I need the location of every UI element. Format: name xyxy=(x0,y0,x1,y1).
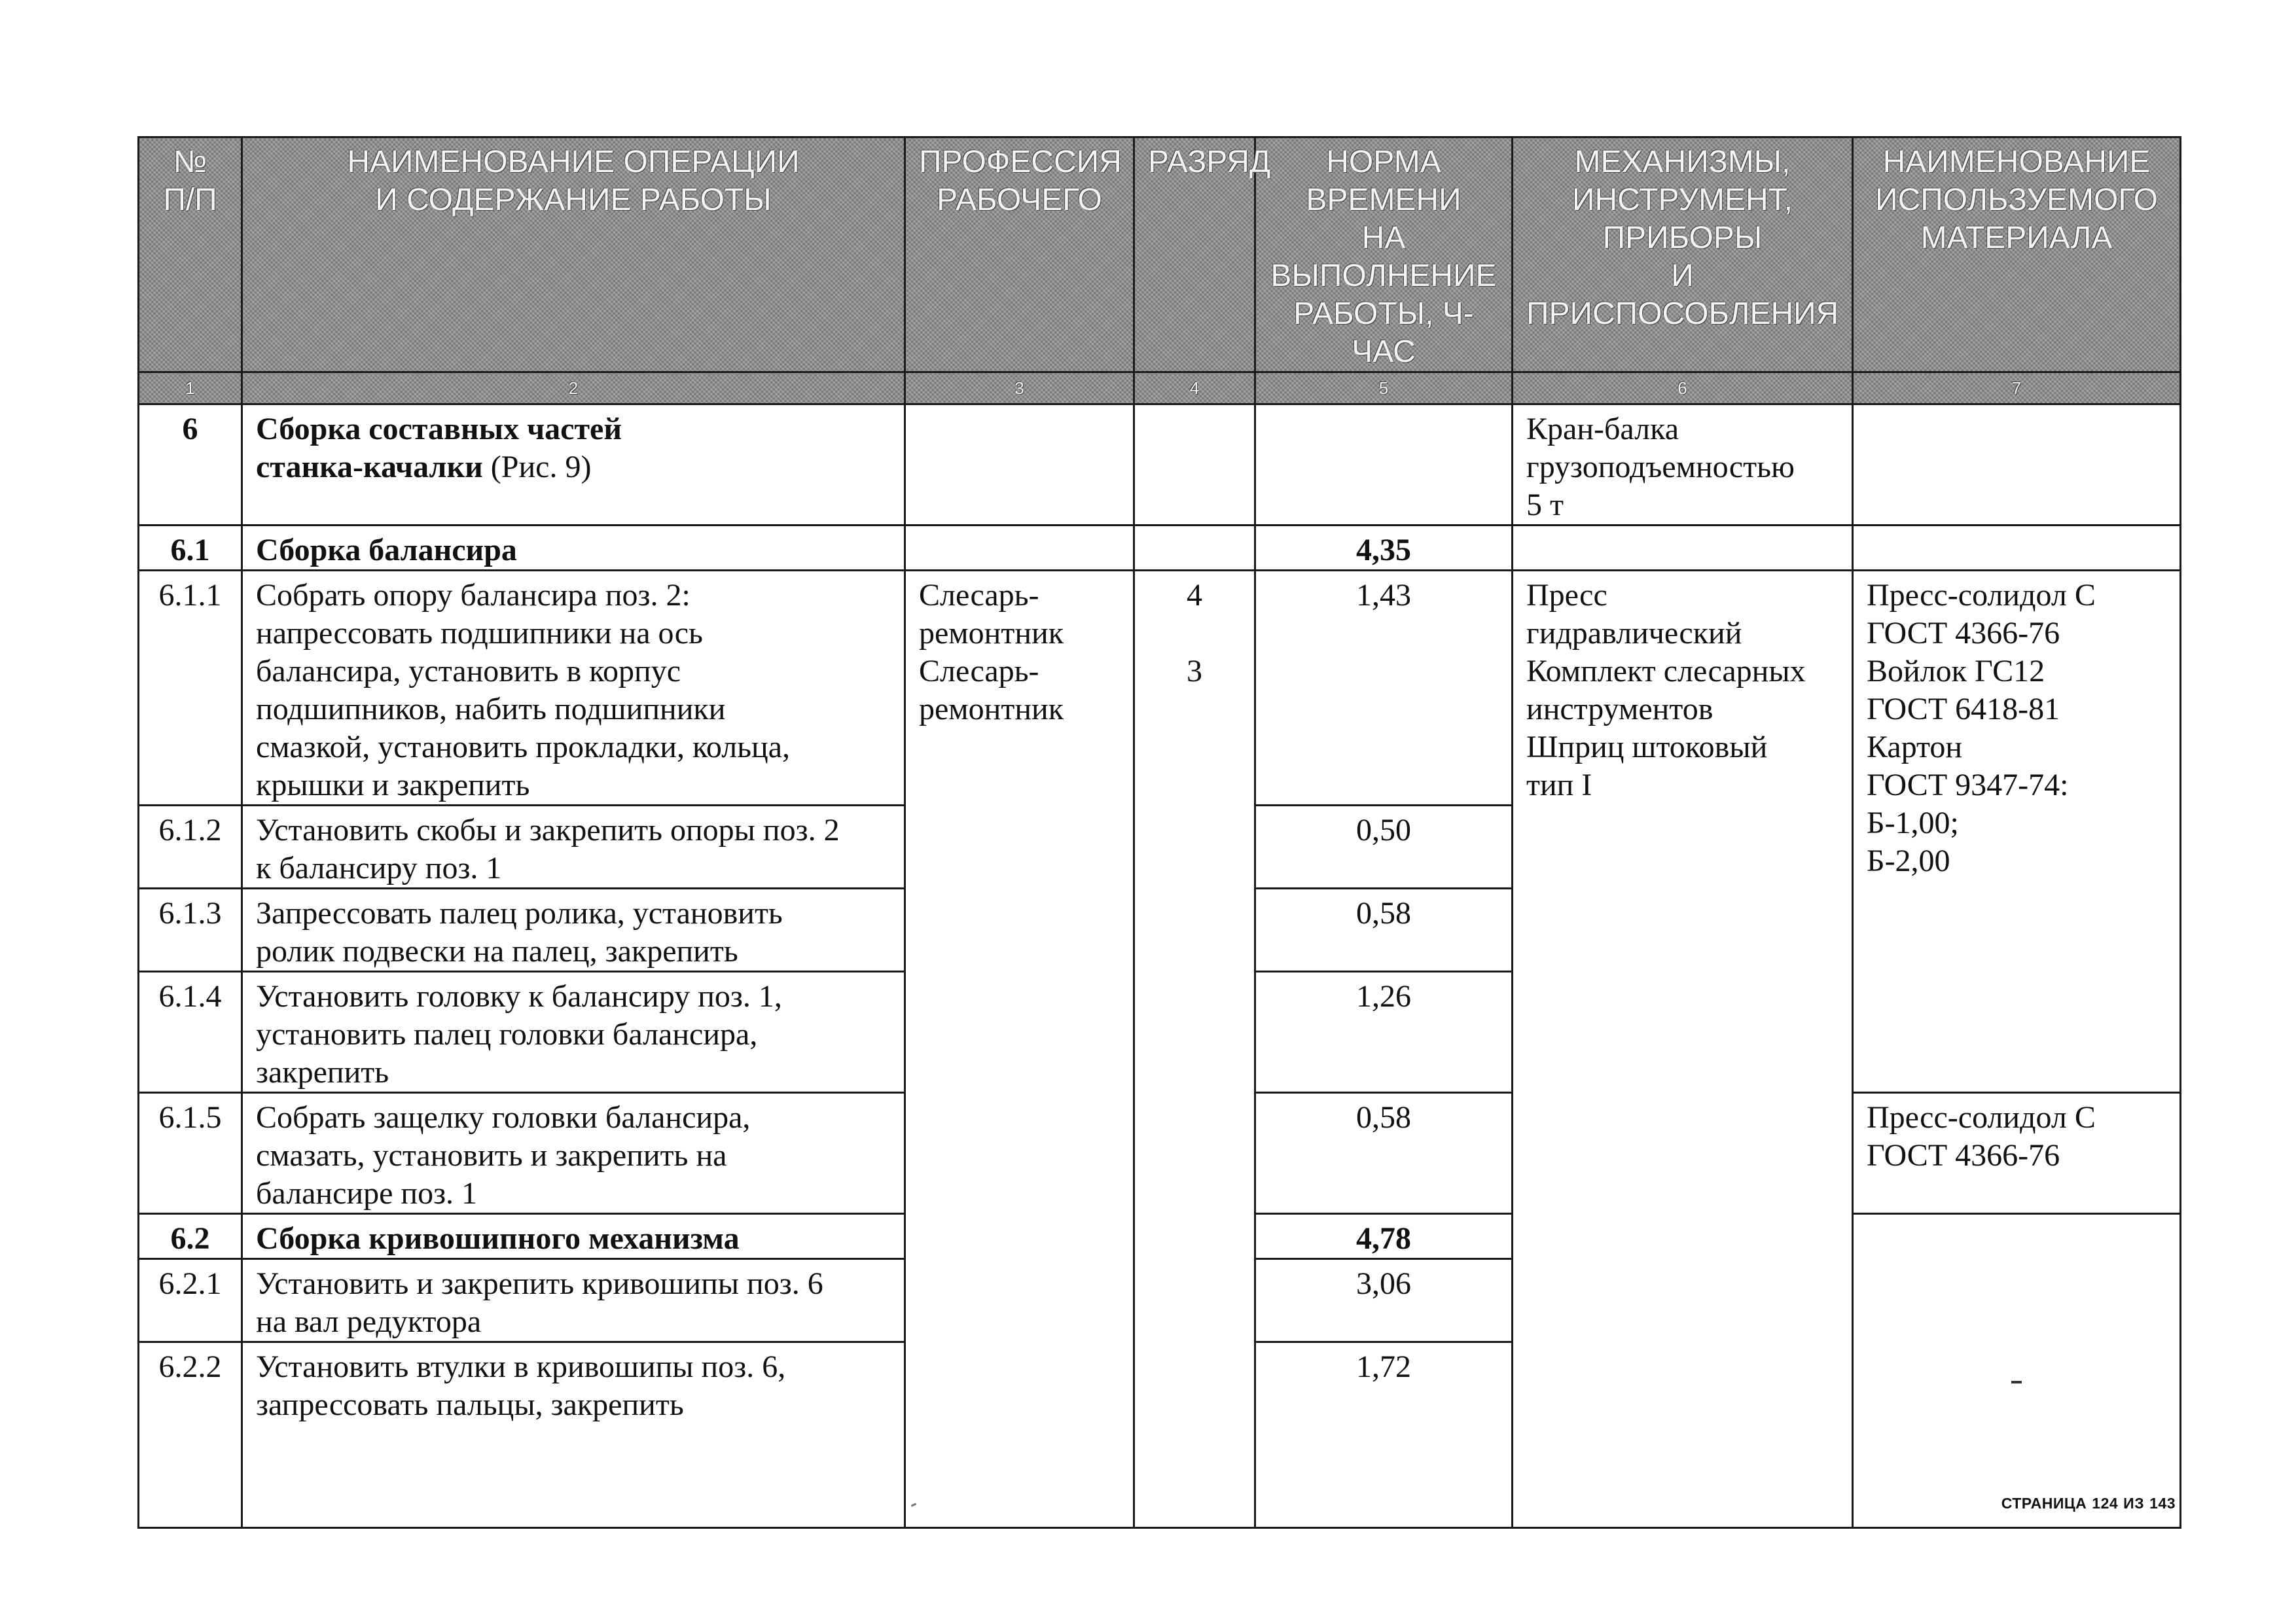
section-title: Сборка составных частей станка-качалки xyxy=(256,412,622,484)
row-number: 6.1.3 xyxy=(139,889,242,972)
empty-dash xyxy=(2011,1381,2022,1383)
header-time-norm: НОРМА ВРЕМЕНИ НА ВЫПОЛНЕНИЕ РАБОТЫ, Ч-ЧАС xyxy=(1255,137,1513,372)
row-number: 6 xyxy=(139,404,242,526)
grade-cell xyxy=(1134,526,1255,571)
time-norm-cell: 0,50 xyxy=(1255,806,1513,889)
column-number: 7 xyxy=(1853,372,2181,404)
column-number-row xyxy=(139,372,2181,404)
grade-cell xyxy=(1134,404,1255,526)
page-total: 143 xyxy=(2149,1495,2176,1512)
tools-cell: Кран-балка грузоподъемностью 5 т xyxy=(1513,404,1853,526)
material-cell xyxy=(1853,404,2181,526)
material-cell: Пресс-солидол С ГОСТ 4366-76 xyxy=(1853,1093,2181,1214)
subsection-title: Сборка кривошипного механизма xyxy=(242,1214,905,1259)
operation-text: Запрессовать палец ролика, установить ролик подвески на палец, закрепить xyxy=(242,889,905,972)
tools-cell xyxy=(1513,526,1853,571)
time-norm-total: 4,78 xyxy=(1255,1214,1513,1259)
time-norm-cell: 1,43 xyxy=(1255,571,1513,806)
profession-cell xyxy=(905,526,1134,571)
column-number: 3 xyxy=(905,372,1134,404)
column-number: 2 xyxy=(242,372,905,404)
operations-sheet xyxy=(137,136,2179,1529)
figure-reference: (Рис. 9) xyxy=(482,450,592,484)
row-number: 6.2.1 xyxy=(139,1259,242,1342)
operation-cell xyxy=(242,404,905,526)
row-number: 6.1 xyxy=(139,526,242,571)
operation-text: Установить скобы и закрепить опоры поз. 2 к балансиру поз. 1 xyxy=(242,806,905,889)
subsection-title: Сборка балансира xyxy=(242,526,905,571)
header-row xyxy=(139,137,2181,372)
row-number: 6.1.5 xyxy=(139,1093,242,1214)
material-cell xyxy=(1853,1214,2181,1528)
column-number: 6 xyxy=(1513,372,1853,404)
operation-text: Собрать опору балансира поз. 2: напрессовать подшипники на ось балансира, установить в корпус подшипников, набить подшипники смазкой, установить прокладки, кольца, крышки и закрепить xyxy=(242,571,905,806)
page-current: 124 xyxy=(2092,1495,2119,1512)
header-operation: НАИМЕНОВАНИЕ ОПЕРАЦИИ И СОДЕРЖАНИЕ РАБОТЫ xyxy=(242,137,905,372)
profession-cell: Слесарь- ремонтник Слесарь- ремонтник xyxy=(905,571,1134,1528)
operation-text: Установить втулки в кривошипы поз. 6, запрессовать пальцы, закрепить xyxy=(242,1342,905,1528)
page-number xyxy=(2001,1495,2176,1512)
table-row xyxy=(139,571,2181,806)
tools-cell: Пресс гидравлический Комплект слесарных инструментов Шприц штоковый тип I xyxy=(1513,571,1853,1528)
row-number: 6.1.4 xyxy=(139,972,242,1093)
operations-table xyxy=(137,136,2181,1529)
profession-cell xyxy=(905,404,1134,526)
time-norm-cell: 0,58 xyxy=(1255,889,1513,972)
operation-text: Собрать защелку головки балансира, смазать, установить и закрепить на балансире поз. 1 xyxy=(242,1093,905,1214)
page-label: СТРАНИЦА xyxy=(2001,1495,2087,1512)
time-norm-total: 4,35 xyxy=(1255,526,1513,571)
row-number: 6.1.1 xyxy=(139,571,242,806)
header-tools: МЕХАНИЗМЫ, ИНСТРУМЕНТ, ПРИБОРЫ И ПРИСПОСОБЛЕНИЯ xyxy=(1513,137,1853,372)
material-cell xyxy=(1853,526,2181,571)
time-norm-cell: 1,26 xyxy=(1255,972,1513,1093)
column-number: 1 xyxy=(139,372,242,404)
header-material: НАИМЕНОВАНИЕ ИСПОЛЬЗУЕМОГО МАТЕРИАЛА xyxy=(1853,137,2181,372)
time-norm-cell: 1,72 xyxy=(1255,1342,1513,1528)
column-number: 4 xyxy=(1134,372,1255,404)
material-cell: Пресс-солидол С ГОСТ 4366-76 Войлок ГС12 ГОСТ 6418-81 Картон ГОСТ 9347-74: Б-1,00; Б-2,00 xyxy=(1853,571,2181,1093)
time-norm-cell xyxy=(1255,404,1513,526)
grade-cell: 4 3 xyxy=(1134,571,1255,1528)
time-norm-cell: 3,06 xyxy=(1255,1259,1513,1342)
operation-text: Установить и закрепить кривошипы поз. 6 на вал редуктора xyxy=(242,1259,905,1342)
row-number: 6.1.2 xyxy=(139,806,242,889)
header-profession: ПРОФЕССИЯ РАБОЧЕГО xyxy=(905,137,1134,372)
column-number: 5 xyxy=(1255,372,1513,404)
time-norm-cell: 0,58 xyxy=(1255,1093,1513,1214)
table-row xyxy=(139,404,2181,526)
operation-text: Установить головку к балансиру поз. 1, установить палец головки балансира, закрепить xyxy=(242,972,905,1093)
page-of: ИЗ xyxy=(2123,1495,2145,1512)
row-number: 6.2 xyxy=(139,1214,242,1259)
header-grade: РАЗРЯД xyxy=(1134,137,1255,372)
table-row xyxy=(139,526,2181,571)
row-number: 6.2.2 xyxy=(139,1342,242,1528)
header-number: № П/П xyxy=(139,137,242,372)
